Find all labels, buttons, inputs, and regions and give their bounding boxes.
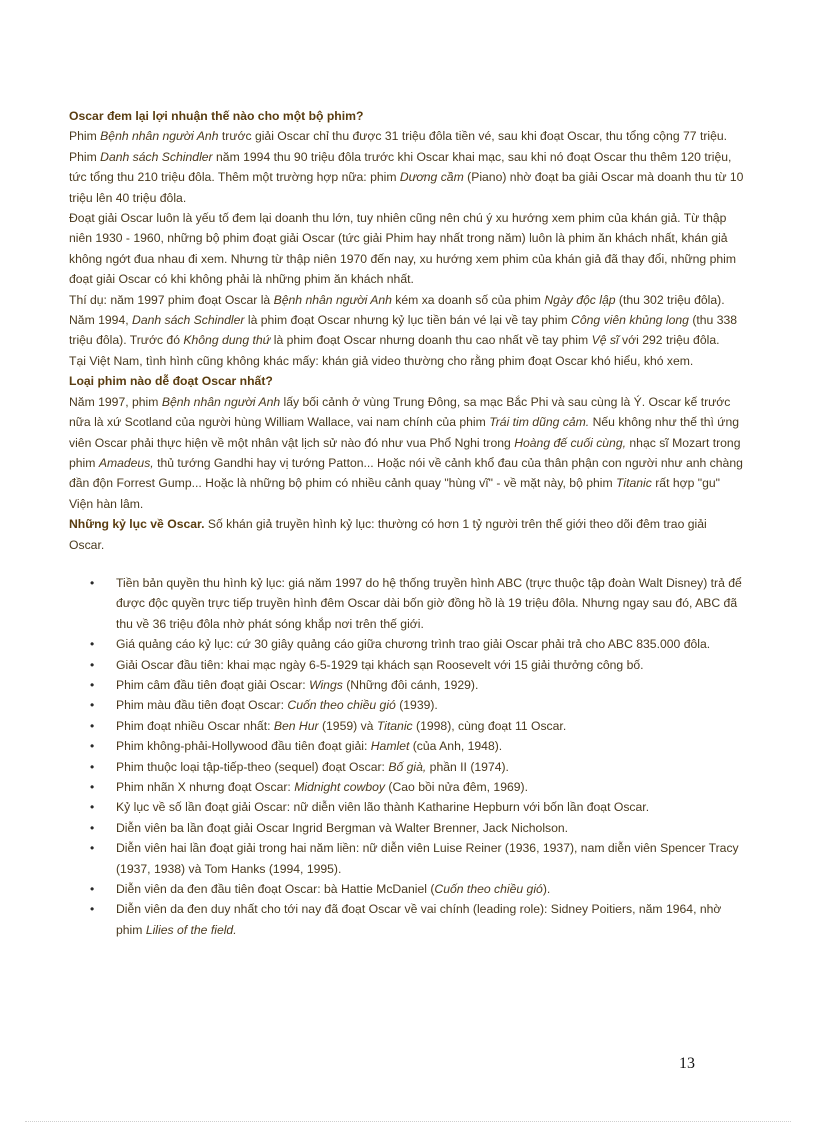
text-run: (Cao bồi nửa đêm, 1969). — [385, 780, 528, 794]
italic-title: Cuốn theo chiều gió — [287, 698, 396, 713]
text-run: thủ tướng Gandhi hay vị tướng Patton... Hoặc nói về cảnh khổ đau của thân phận con người như anh chàng đần độn Forrest Gump... Hoặc là những bộ phim có nhiều cảnh quay "hùng vĩ" - về mặt này, bộ phim — [69, 455, 743, 491]
bullet-icon: • — [90, 698, 95, 713]
italic-title: Bố già, — [388, 759, 427, 774]
text-run: rất hợp "gu" Viện hàn lâm. — [69, 476, 720, 511]
section-heading-film-type: Loại phim nào dễ đoạt Oscar nhất? — [69, 374, 273, 389]
paragraph-records-intro — [69, 514, 745, 555]
text-run: trước giải Oscar chỉ thu được 31 triệu đôla tiền vé, sau khi đoạt Oscar, thu tổng cộng 77 triệu. Phim — [69, 129, 728, 164]
record-item — [90, 797, 745, 817]
text-run: là phim đoạt Oscar nhưng kỷ lục tiền bán vé lại về tay phim — [244, 313, 572, 328]
italic-title: Titanic — [616, 476, 652, 491]
record-item — [90, 838, 745, 879]
italic-title: Ngày độc lập — [544, 292, 616, 307]
records-intro-text: Số khán giả truyền hình kỷ lục: thường có hơn 1 tỷ người trên thế giới theo dõi đêm trao giải Oscar. — [69, 517, 707, 552]
italic-title: Dương cầm — [399, 170, 464, 185]
bullet-icon: • — [90, 882, 95, 897]
record-item — [90, 777, 745, 797]
bullet-icon: • — [90, 902, 95, 917]
text-run: (1959) và — [318, 718, 377, 733]
text-run: là phim đoạt Oscar nhưng doanh thu cao nhất về tay phim — [270, 333, 592, 348]
italic-title: Danh sách Schindler — [132, 313, 245, 328]
text-run: (Piano) nhờ đoạt ba giải Oscar mà doanh thu từ 10 triệu lên 40 triệu đôla. — [69, 170, 744, 205]
text-run: (của Anh, 1948). — [409, 739, 503, 754]
text-run: kém xa doanh số của phim — [391, 292, 545, 307]
bullet-icon: • — [90, 575, 95, 590]
italic-title: Hoàng đế cuối cùng, — [514, 435, 627, 450]
paragraph-audience-trend: Đoạt giải Oscar luôn là yếu tố đem lại doanh thu lớn, tuy nhiên cũng nên chú ý xu hướng xem phim của khán giả. Từ thập niên 1930 - 1960, những bộ phim đoạt giải Oscar (tức giải Phim hay nhất trong năm) luôn là phim ăn khách nhất, khán giả không ngớt đua nhau đi xem. Nhưng từ thập niên 1970 đến nay, xu hướng xem phim của khán giả đã thay đổi, những phim đoạt giải Oscar có khi không phải là những phim ăn khách nhất. — [69, 211, 736, 287]
bullet-icon: • — [90, 637, 95, 652]
record-item — [90, 736, 745, 756]
italic-title: Trái tim dũng cảm. — [489, 415, 590, 430]
record-item — [90, 899, 745, 940]
record-item — [90, 655, 745, 675]
italic-title: Bệnh nhân người Anh — [161, 394, 281, 409]
bullet-icon: • — [90, 739, 95, 754]
bullet-icon: • — [90, 759, 95, 774]
record-item — [90, 818, 745, 838]
text-run: Phim — [69, 129, 101, 144]
text-run: (1939). — [395, 698, 438, 713]
italic-title: Cuốn theo chiều gió — [434, 882, 543, 897]
records-lead: Những kỷ lục về Oscar. — [69, 517, 205, 532]
section-heading-profit: Oscar đem lại lợi nhuận thế nào cho một bộ phim? — [69, 109, 364, 123]
text-run: phần II (1974). — [426, 759, 509, 774]
text-run: Năm 1997, phim — [69, 394, 162, 409]
record-item — [90, 675, 745, 695]
text-run: Kỷ lục về số lần đoạt giải Oscar: nữ diễn viên lão thành Katharine Hepburn với bốn lần đoạt Oscar. — [116, 800, 650, 815]
italic-title: Không dung thứ — [183, 333, 271, 348]
page-bottom-rule — [25, 1121, 791, 1122]
text-run: (thu 302 triệu đôla). Năm 1994, — [69, 292, 725, 328]
text-run: năm 1994 thu 90 triệu đôla trước khi Oscar khai mạc, sau khi nó đoạt Oscar thu thêm 120 triệu, tức tổng thu 210 triệu đôla. Thêm một trường hợp nữa: phim — [69, 149, 732, 185]
text-run: Diễn viên hai lần đoạt giải trong hai năm liền: nữ diễn viên Luise Reiner (1936, 1937), nam diễn viên Spencer Tracy (1937, 1938) và Tom Hanks (1994, 1995). — [116, 841, 739, 876]
text-run: Nếu không như thế thì ứng viên Oscar phải thực hiện về một nhân vật lịch sử nào đó như vua Phổ Nghi trong — [69, 415, 740, 450]
bullet-icon: • — [90, 820, 95, 835]
bullet-icon: • — [90, 800, 95, 815]
record-item — [90, 757, 745, 777]
text-run: ). — [542, 882, 551, 897]
italic-title: Midnight cowboy — [294, 780, 385, 794]
text-run: lấy bối cảnh ở vùng Trung Đông, sa mạc Bắc Phi và sau cùng là Ý. Oscar kế trước nữa là xứ Scotland của người hùng William Wallace, vai nam chính của phim — [69, 394, 731, 430]
paragraph-vietnam: Tại Việt Nam, tình hình cũng không khác mấy: khán giả video thường cho rằng phim đoạt Oscar khó hiểu, khó xem. — [69, 353, 694, 368]
record-item — [90, 695, 745, 715]
bullet-icon: • — [90, 677, 95, 692]
bullet-icon: • — [90, 718, 95, 733]
text-run: Phim thuộc loại tập-tiếp-theo (sequel) đoạt Oscar: — [116, 759, 389, 774]
text-run: nhạc sĩ Mozart trong phim — [69, 435, 741, 470]
bullet-icon: • — [90, 780, 95, 794]
text-run: (Những đôi cánh, 1929). — [342, 677, 479, 692]
text-run: Phim màu đầu tiên đoạt Oscar: — [116, 698, 288, 713]
italic-title: Hamlet — [370, 739, 410, 754]
text-run: với 292 triệu đôla. — [618, 333, 720, 348]
italic-title: Amadeus, — [98, 455, 154, 470]
text-run: Diễn viên da đen đầu tiên đoạt Oscar: bà Hattie McDaniel ( — [116, 882, 435, 897]
italic-title: Vệ sĩ — [591, 333, 619, 348]
text-run: Giá quảng cáo kỷ lục: cứ 30 giây quảng cáo giữa chương trình trao giải Oscar phải trả cho ABC 835.000 đôla. — [116, 637, 711, 652]
italic-title: Lilies of the field. — [145, 922, 237, 937]
record-item — [90, 634, 745, 654]
bullet-icon: • — [90, 657, 95, 672]
text-run: (thu 338 triệu đôla). Trước đó — [69, 313, 738, 348]
records-list — [69, 573, 745, 940]
paragraph-film-type — [69, 392, 745, 514]
italic-title: Công viên khủng long — [571, 313, 689, 328]
text-run: Diễn viên ba lần đoạt giải Oscar Ingrid Bergman và Walter Brenner, Jack Nicholson. — [116, 820, 569, 835]
text-run: Phim đoạt nhiều Oscar nhất: — [116, 718, 274, 733]
text-run: Thí dụ: năm 1997 phim đoạt Oscar là — [69, 292, 274, 307]
record-item — [90, 879, 745, 899]
paragraph-profit-examples — [69, 126, 745, 208]
record-item — [90, 716, 745, 736]
text-run: Phim nhãn X nhưng đoạt Oscar: — [116, 780, 295, 794]
text-run: Phim câm đầu tiên đoạt giải Oscar: — [116, 677, 310, 692]
text-run: (1998), cùng đoạt 11 Oscar. — [412, 718, 567, 733]
bullet-icon: • — [90, 841, 95, 856]
text-run: Tiền bản quyền thu hình kỷ lục: giá năm 1997 do hệ thống truyền hình ABC (trực thuộc tập đoàn Walt Disney) trả để được độc quyền trực tiếp truyền hình đêm Oscar dài bốn giờ đồng hồ là 19 triệu đôla. Nhưng ngay sau đó, ABC đã thu về 36 triệu đôla nhờ phát sóng khắp nơi trên thế giới. — [116, 575, 742, 631]
text-run: Diễn viên da đen duy nhất cho tới nay đã đoạt Oscar về vai chính (leading role): Sidney Poitiers, năm 1964, nhờ phim — [116, 902, 722, 937]
italic-title: Bệnh nhân người Anh — [273, 292, 392, 307]
italic-title: Titanic — [376, 718, 413, 733]
document-body — [69, 106, 745, 940]
paragraph-box-office-examples — [69, 290, 745, 351]
italic-title: Danh sách Schindler — [100, 149, 213, 164]
text-run: Giải Oscar đầu tiên: khai mạc ngày 6-5-1929 tại khách sạn Roosevelt với 15 giải thưởng công bố. — [116, 657, 644, 672]
text-run: Phim không-phải-Hollywood đầu tiên đoạt giải: — [116, 739, 371, 754]
record-item — [90, 573, 745, 634]
italic-title: Wings — [309, 677, 343, 692]
italic-title: Bệnh nhân người Anh — [100, 129, 219, 144]
italic-title: Ben Hur — [273, 718, 319, 733]
page-number: 13 — [679, 1055, 695, 1072]
